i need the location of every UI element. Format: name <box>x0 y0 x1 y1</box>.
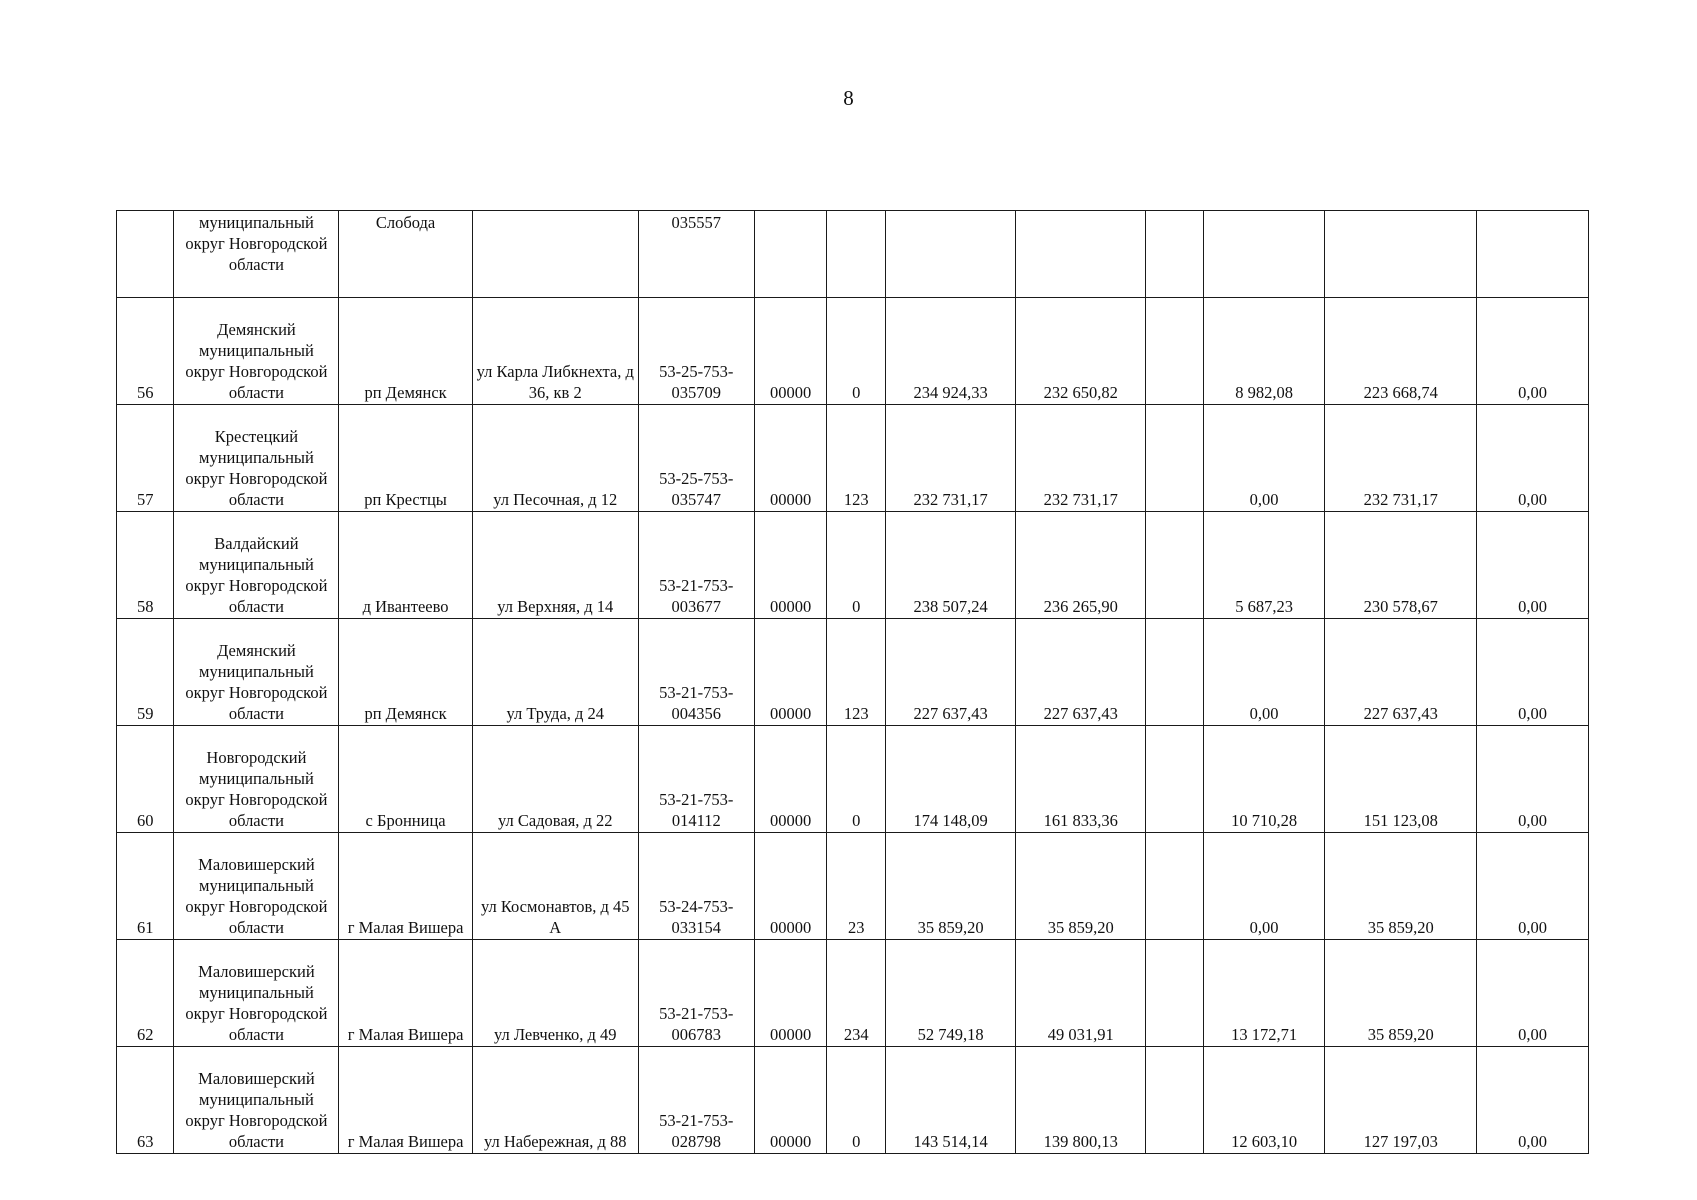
cell-empty <box>1146 619 1203 726</box>
cell-amount-5 <box>1477 211 1589 298</box>
cell-amount-3: 0,00 <box>1203 405 1324 512</box>
cell-amount-5: 0,00 <box>1477 298 1589 405</box>
cell-code: 00000 <box>754 1047 827 1154</box>
cell-row-number: 59 <box>117 619 174 726</box>
cell-municipality: Крестецкий муниципальный округ Новгородской области <box>174 405 339 512</box>
table-row <box>117 940 1589 1047</box>
cell-municipality: Маловишерский муниципальный округ Новгородской области <box>174 1047 339 1154</box>
cell-amount-3: 10 710,28 <box>1203 726 1324 833</box>
cell-subcode: 123 <box>827 405 886 512</box>
table-row <box>117 405 1589 512</box>
cell-row-number: 57 <box>117 405 174 512</box>
cell-address: ул Космонавтов, д 45 А <box>472 833 638 940</box>
cell-empty <box>1146 726 1203 833</box>
cell-amount-2: 35 859,20 <box>1016 833 1146 940</box>
cell-municipality: Новгородский муниципальный округ Новгородской области <box>174 726 339 833</box>
cell-amount-2: 139 800,13 <box>1016 1047 1146 1154</box>
cell-row-number <box>117 211 174 298</box>
cell-row-number: 63 <box>117 1047 174 1154</box>
cell-settlement: д Ивантеево <box>339 512 472 619</box>
cell-empty <box>1146 211 1203 298</box>
cell-subcode: 0 <box>827 512 886 619</box>
cell-amount-4: 127 197,03 <box>1325 1047 1477 1154</box>
cell-amount-2: 227 637,43 <box>1016 619 1146 726</box>
cell-subcode: 123 <box>827 619 886 726</box>
cell-amount-1: 227 637,43 <box>886 619 1016 726</box>
cell-amount-5: 0,00 <box>1477 619 1589 726</box>
cell-subcode: 23 <box>827 833 886 940</box>
cell-amount-2: 232 650,82 <box>1016 298 1146 405</box>
cell-subcode: 0 <box>827 726 886 833</box>
cell-settlement: г Малая Вишера <box>339 940 472 1047</box>
cell-municipality: Демянский муниципальный округ Новгородской области <box>174 298 339 405</box>
cell-amount-3: 0,00 <box>1203 833 1324 940</box>
cell-settlement: г Малая Вишера <box>339 1047 472 1154</box>
cell-settlement: рп Демянск <box>339 298 472 405</box>
cell-code <box>754 211 827 298</box>
cell-settlement: Слобода <box>339 211 472 298</box>
cell-settlement: с Бронница <box>339 726 472 833</box>
cell-account-code: 53-21-753-006783 <box>638 940 754 1047</box>
cell-amount-2 <box>1016 211 1146 298</box>
cell-amount-4: 232 731,17 <box>1325 405 1477 512</box>
cell-municipality: Маловишерский муниципальный округ Новгородской области <box>174 833 339 940</box>
cell-address <box>472 211 638 298</box>
cell-amount-5: 0,00 <box>1477 726 1589 833</box>
cell-amount-2: 161 833,36 <box>1016 726 1146 833</box>
cell-amount-3 <box>1203 211 1324 298</box>
cell-amount-4: 35 859,20 <box>1325 940 1477 1047</box>
table-row <box>117 619 1589 726</box>
cell-code: 00000 <box>754 940 827 1047</box>
cell-amount-4: 151 123,08 <box>1325 726 1477 833</box>
cell-amount-4 <box>1325 211 1477 298</box>
cell-municipality: Маловишерский муниципальный округ Новгородской области <box>174 940 339 1047</box>
cell-address: ул Левченко, д 49 <box>472 940 638 1047</box>
cell-municipality: Демянский муниципальный округ Новгородской области <box>174 619 339 726</box>
cell-code: 00000 <box>754 726 827 833</box>
table-row <box>117 833 1589 940</box>
cell-amount-5: 0,00 <box>1477 940 1589 1047</box>
cell-code: 00000 <box>754 298 827 405</box>
cell-subcode: 0 <box>827 1047 886 1154</box>
cell-amount-5: 0,00 <box>1477 1047 1589 1154</box>
cell-amount-1 <box>886 211 1016 298</box>
cell-row-number: 60 <box>117 726 174 833</box>
cell-account-code: 53-24-753-033154 <box>638 833 754 940</box>
cell-account-code: 53-21-753-004356 <box>638 619 754 726</box>
cell-amount-1: 232 731,17 <box>886 405 1016 512</box>
data-table <box>116 210 1589 1154</box>
table-row <box>117 726 1589 833</box>
cell-amount-2: 49 031,91 <box>1016 940 1146 1047</box>
cell-settlement: рп Демянск <box>339 619 472 726</box>
cell-subcode: 0 <box>827 298 886 405</box>
cell-code: 00000 <box>754 833 827 940</box>
cell-amount-1: 52 749,18 <box>886 940 1016 1047</box>
cell-row-number: 62 <box>117 940 174 1047</box>
cell-amount-5: 0,00 <box>1477 833 1589 940</box>
cell-address: ул Труда, д 24 <box>472 619 638 726</box>
cell-amount-4: 223 668,74 <box>1325 298 1477 405</box>
cell-code: 00000 <box>754 405 827 512</box>
cell-empty <box>1146 298 1203 405</box>
cell-amount-2: 232 731,17 <box>1016 405 1146 512</box>
cell-municipality: муниципальный округ Новгородской области <box>174 211 339 298</box>
cell-address: ул Верхняя, д 14 <box>472 512 638 619</box>
cell-address: ул Набережная, д 88 <box>472 1047 638 1154</box>
cell-amount-3: 0,00 <box>1203 619 1324 726</box>
cell-amount-1: 143 514,14 <box>886 1047 1016 1154</box>
cell-amount-3: 8 982,08 <box>1203 298 1324 405</box>
cell-row-number: 61 <box>117 833 174 940</box>
cell-municipality: Валдайский муниципальный округ Новгородской области <box>174 512 339 619</box>
cell-amount-1: 35 859,20 <box>886 833 1016 940</box>
cell-code: 00000 <box>754 512 827 619</box>
cell-amount-5: 0,00 <box>1477 405 1589 512</box>
cell-amount-5: 0,00 <box>1477 512 1589 619</box>
table-row <box>117 298 1589 405</box>
cell-account-code: 53-21-753-003677 <box>638 512 754 619</box>
cell-amount-2: 236 265,90 <box>1016 512 1146 619</box>
cell-account-code: 035557 <box>638 211 754 298</box>
cell-empty <box>1146 1047 1203 1154</box>
cell-amount-3: 13 172,71 <box>1203 940 1324 1047</box>
cell-subcode: 234 <box>827 940 886 1047</box>
page-number: 8 <box>843 86 854 110</box>
cell-empty <box>1146 833 1203 940</box>
cell-row-number: 56 <box>117 298 174 405</box>
cell-empty <box>1146 405 1203 512</box>
cell-subcode <box>827 211 886 298</box>
cell-amount-4: 227 637,43 <box>1325 619 1477 726</box>
cell-amount-3: 5 687,23 <box>1203 512 1324 619</box>
cell-amount-4: 35 859,20 <box>1325 833 1477 940</box>
cell-amount-1: 174 148,09 <box>886 726 1016 833</box>
cell-code: 00000 <box>754 619 827 726</box>
cell-amount-3: 12 603,10 <box>1203 1047 1324 1154</box>
cell-amount-1: 234 924,33 <box>886 298 1016 405</box>
cell-account-code: 53-21-753-028798 <box>638 1047 754 1154</box>
cell-empty <box>1146 512 1203 619</box>
cell-address: ул Карла Либкнехта, д 36, кв 2 <box>472 298 638 405</box>
cell-address: ул Песочная, д 12 <box>472 405 638 512</box>
cell-account-code: 53-21-753-014112 <box>638 726 754 833</box>
cell-settlement: рп Крестцы <box>339 405 472 512</box>
cell-amount-4: 230 578,67 <box>1325 512 1477 619</box>
cell-account-code: 53-25-753-035747 <box>638 405 754 512</box>
table-row <box>117 512 1589 619</box>
cell-address: ул Садовая, д 22 <box>472 726 638 833</box>
cell-settlement: г Малая Вишера <box>339 833 472 940</box>
continuation-row <box>117 211 1589 298</box>
cell-account-code: 53-25-753-035709 <box>638 298 754 405</box>
cell-amount-1: 238 507,24 <box>886 512 1016 619</box>
table-row <box>117 1047 1589 1154</box>
cell-row-number: 58 <box>117 512 174 619</box>
cell-empty <box>1146 940 1203 1047</box>
